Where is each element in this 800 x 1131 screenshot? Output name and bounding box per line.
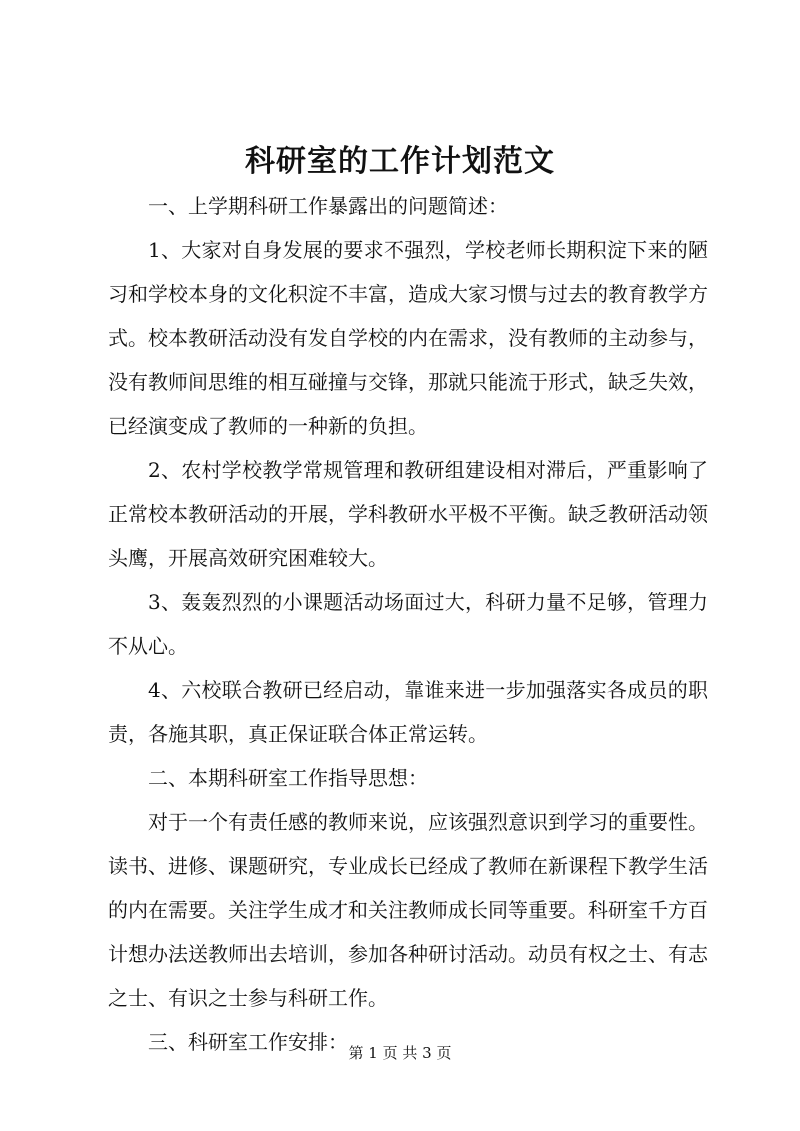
section-heading-3: 三、科研室工作安排： (148, 1030, 348, 1054)
section-heading-2: 二、本期科研室工作指导思想： (148, 766, 428, 790)
paragraph-problem-3: 3、轰轰烈烈的小课题活动场面过大，科研力量不足够，管理力不从心。 (108, 590, 708, 658)
section-heading-1: 一、上学期科研工作暴露出的问题简述： (148, 194, 508, 218)
document-body (108, 184, 708, 1064)
paragraph-problem-2: 2、农村学校教学常规管理和教研组建设相对滞后，严重影响了正常校本教研活动的开展，学科教研水平极不平衡。缺乏教研活动领头鹰，开展高效研究困难较大。 (108, 458, 708, 570)
page-number-footer: 第 1 页 共 3 页 (348, 1044, 452, 1062)
document-title: 科研室的工作计划范文 (245, 144, 555, 179)
paragraph-problem-1: 1、大家对自身发展的要求不强烈，学校老师长期积淀下来的陋习和学校本身的文化积淀不丰富，造成大家习惯与过去的教育教学方式。校本教研活动没有发自学校的内在需求，没有教师的主动参与，没有教师间思维的相互碰撞与交锋，那就只能流于形式，缺乏失效，已经演变成了教师的一种新的负担。 (108, 238, 708, 438)
paragraph-guiding-idea: 对于一个有责任感的教师来说，应该强烈意识到学习的重要性。读书、进修、课题研究，专业成长已经成了教师在新课程下教学生活的内在需要。关注学生成才和关注教师成长同等重要。科研室千方百计想办法送教师出去培训，参加各种研讨活动。动员有权之士、有志之士、有识之士参与科研工作。 (108, 810, 708, 1010)
paragraph-problem-4: 4、六校联合教研已经启动，靠谁来进一步加强落实各成员的职责，各施其职，真正保证联合体正常运转。 (108, 678, 708, 746)
